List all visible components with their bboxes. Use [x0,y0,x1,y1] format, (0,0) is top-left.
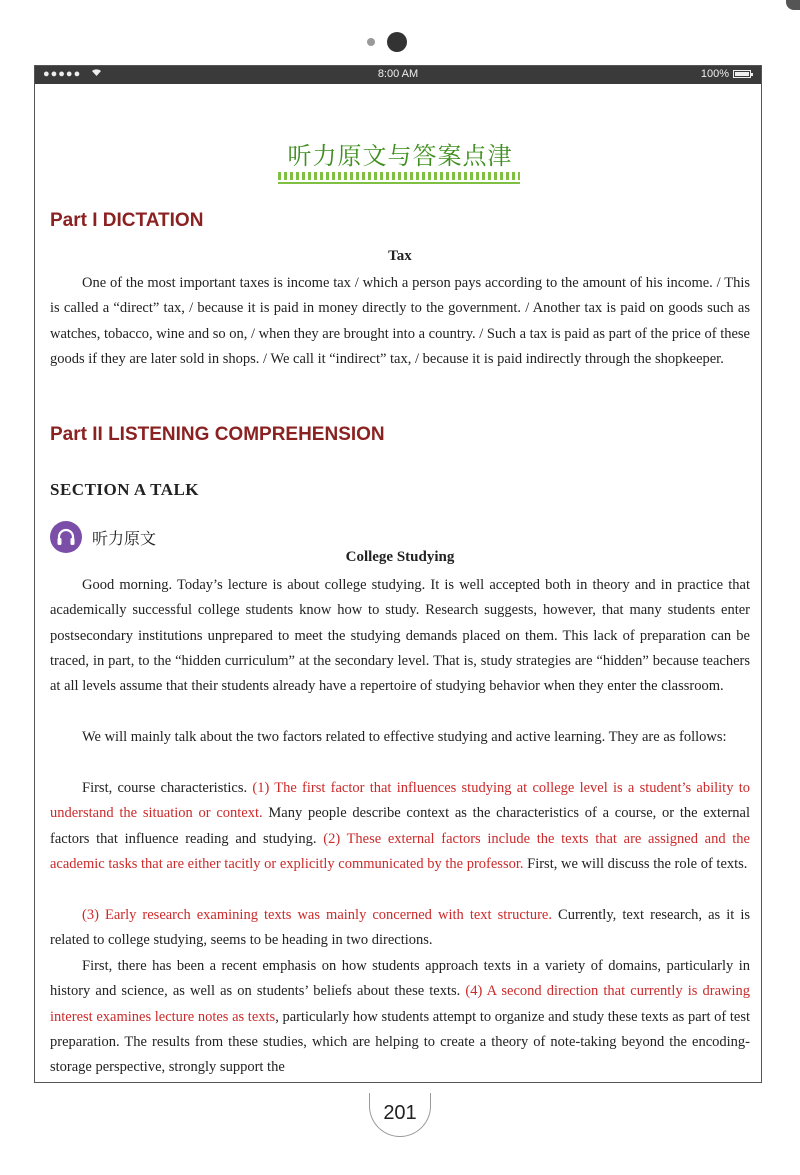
paragraph-text: Currently, text research, as it is related to college studying, seems to be heading in two directions. [50,907,750,949]
device-corner-mark [786,0,800,10]
part1-heading: Part I DICTATION [50,210,204,231]
header-underline [278,182,520,184]
talk-paragraph-5 [50,954,750,1080]
answer-4: (4) A second direction that currently is drawing interest examines lecture notes as texts [50,983,750,1025]
answer-1: (1) The first factor that influences studying at college level is a student’s ability to understand the situation or context. [50,780,750,822]
paragraph-text: First, we will discuss the role of texts. [523,855,748,872]
part2-heading: Part II LISTENING COMPREHENSION [50,424,385,445]
signal-dots: ●●●●● [43,68,82,80]
status-time: 8:00 AM [377,68,419,80]
listening-script-label: 听力原文 [92,528,157,548]
answer-2: (2) These external factors include the texts that are assigned and the academic tasks that are either tacitly or explicitly communicated by the professor. [50,830,750,872]
battery-status [701,68,751,80]
battery-percent: 100% [700,68,729,80]
talk-paragraph-4 [50,903,750,954]
answer-3: (3) Early research examining texts was mainly concerned with text structure. [82,907,552,923]
talk-paragraph-3 [50,776,750,877]
talk-title: College Studying [345,549,455,565]
sensor-dot [367,38,375,46]
camera-lens [387,32,407,52]
page-footer [0,1093,800,1143]
battery-icon [733,70,751,78]
dictation-title: Tax [388,248,412,264]
paragraph-text: Many people describe context as the characteristics of a course, or the external factors that influence reading and studying. [50,805,750,847]
section-a-heading: SECTION A TALK [50,480,200,499]
talk-paragraph-2: We will mainly talk about the two factors related to effective studying and active learning. They are as follows: [82,729,727,745]
dictation-text: One of the most important taxes is income tax / which a person pays according to the amount of his income. / This is called a “direct” tax, / because it is paid in money directly to the government. / Another tax is paid on goods such as watches, tobacco, wine and so on, / when they are brought into a country. / Such a tax is paid as part of the price of these goods if they are later sold in shops. / We call it “indirect” tax, / because it is paid indirectly through the shopkeeper. [50,275,750,367]
status-bar [35,66,761,84]
page-header-title: 听力原文与答案点津 [287,142,513,170]
header-decoration [278,172,520,180]
page-number: 201 [369,1093,431,1137]
device-camera [0,30,800,56]
talk-paragraph-1: Good morning. Today’s lecture is about college studying. It is well accepted both in theory and in practice that academically successful college students know how to study. Research suggests, however, that many students enter postsecondary institutions unprepared to meet the studying demands placed on them. This lack of preparation can be traced, in part, to the “hidden curriculum” at the secondary level. That is, study strategies are “hidden” because teachers at all levels assume that their students already have a repertoire of studying behavior when they enter the classroom. [50,577,750,695]
paragraph-text: First, there has been a recent emphasis on how students approach texts in a variety of domains, particularly in history and science, as well as on students’ beliefs about these texts. [50,958,750,1000]
paragraph-text: , particularly how students attempt to organize and study these texts as part of test preparation. The results from these studies, which are helping to create a theory of note-taking beyond the encoding-storage perspective, strongly support the [50,1008,750,1076]
tablet-screen [34,65,762,1083]
paragraph-text: First, course characteristics. [82,780,253,796]
